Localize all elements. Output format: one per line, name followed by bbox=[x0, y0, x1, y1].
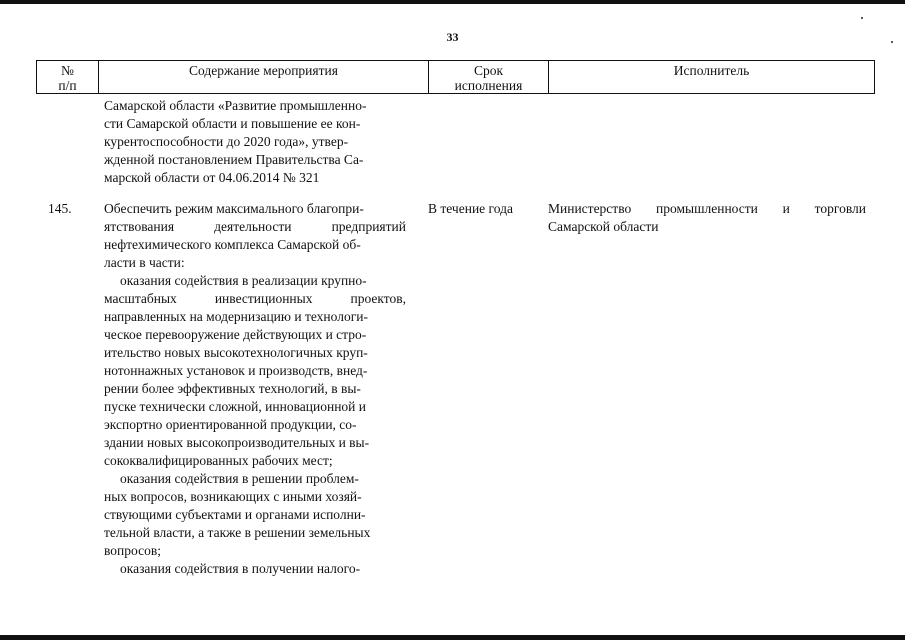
text-line: сти Самарской области и повышение ее кон- bbox=[104, 116, 361, 131]
top-border-rule bbox=[0, 0, 905, 4]
column-header-number bbox=[37, 61, 99, 94]
text-line: нефтехимического комплекса Самарской об- bbox=[104, 237, 361, 252]
text-line: жденной постановлением Правительства Са- bbox=[104, 152, 364, 167]
scan-speck bbox=[861, 17, 863, 19]
row-executor: Министерство промышленности и торговли Самарской области bbox=[548, 201, 866, 234]
text-line: тельной власти, а также в решении земельных bbox=[104, 525, 371, 540]
continuation-text bbox=[104, 97, 406, 187]
text-line: курентоспособности до 2020 года», утвер- bbox=[104, 134, 349, 149]
text-line: ласти в части: bbox=[104, 255, 185, 270]
column-header-number-line: № bbox=[61, 63, 74, 78]
column-header-term-line: Срок bbox=[473, 63, 504, 78]
column-header-term-line: исполнения bbox=[454, 78, 523, 93]
table-header-row bbox=[37, 61, 875, 94]
bottom-border-rule bbox=[0, 635, 905, 640]
column-header-executor: Исполнитель bbox=[549, 61, 875, 94]
text-line: ительство новых высокотехнологичных круп- bbox=[104, 345, 368, 360]
text-line: ствующими субъектами и органами исполни- bbox=[104, 507, 366, 522]
text-line: нотоннажных установок и производств, внед- bbox=[104, 363, 368, 378]
text-line: ятствования деятельности предприятий bbox=[104, 219, 406, 234]
text-line: марской области от 04.06.2014 № 321 bbox=[104, 170, 320, 185]
scan-speck bbox=[891, 41, 893, 43]
column-header-number-line: п/п bbox=[58, 78, 77, 93]
text-line: ных вопросов, возникающих с иными хозяй- bbox=[104, 489, 362, 504]
text-line: оказания содействия в реализации крупно- bbox=[120, 273, 367, 288]
table-header bbox=[36, 60, 875, 94]
text-line: пуске технически сложной, инновационной и bbox=[104, 399, 366, 414]
page-number: 33 bbox=[446, 30, 459, 44]
text-line: ческое перевооружение действующих и стро- bbox=[104, 327, 367, 342]
text-line: вопросов; bbox=[104, 543, 161, 558]
row-number: 145. bbox=[48, 201, 72, 216]
row-content bbox=[104, 200, 406, 578]
text-line: оказания содействия в решении проблем- bbox=[120, 471, 359, 486]
text-line: рении более эффективных технологий, в вы- bbox=[104, 381, 361, 396]
text-line: масштабных инвестиционных проектов, bbox=[104, 291, 406, 306]
text-line: здании новых высокопроизводительных и вы- bbox=[104, 435, 370, 450]
text-line: Обеспечить режим максимального благопри- bbox=[104, 201, 364, 216]
text-line: экспортно ориентированной продукции, со- bbox=[104, 417, 357, 432]
text-line: Самарской области «Развитие промышленно- bbox=[104, 98, 367, 113]
text-line: направленных на модернизацию и технологи- bbox=[104, 309, 368, 324]
text-line: оказания содействия в получении налого- bbox=[120, 561, 361, 576]
column-header-term bbox=[429, 61, 549, 94]
text-line: сококвалифицированных рабочих мест; bbox=[104, 453, 333, 468]
row-term: В течение года bbox=[428, 201, 513, 216]
column-header-content: Содержание мероприятия bbox=[99, 61, 429, 94]
